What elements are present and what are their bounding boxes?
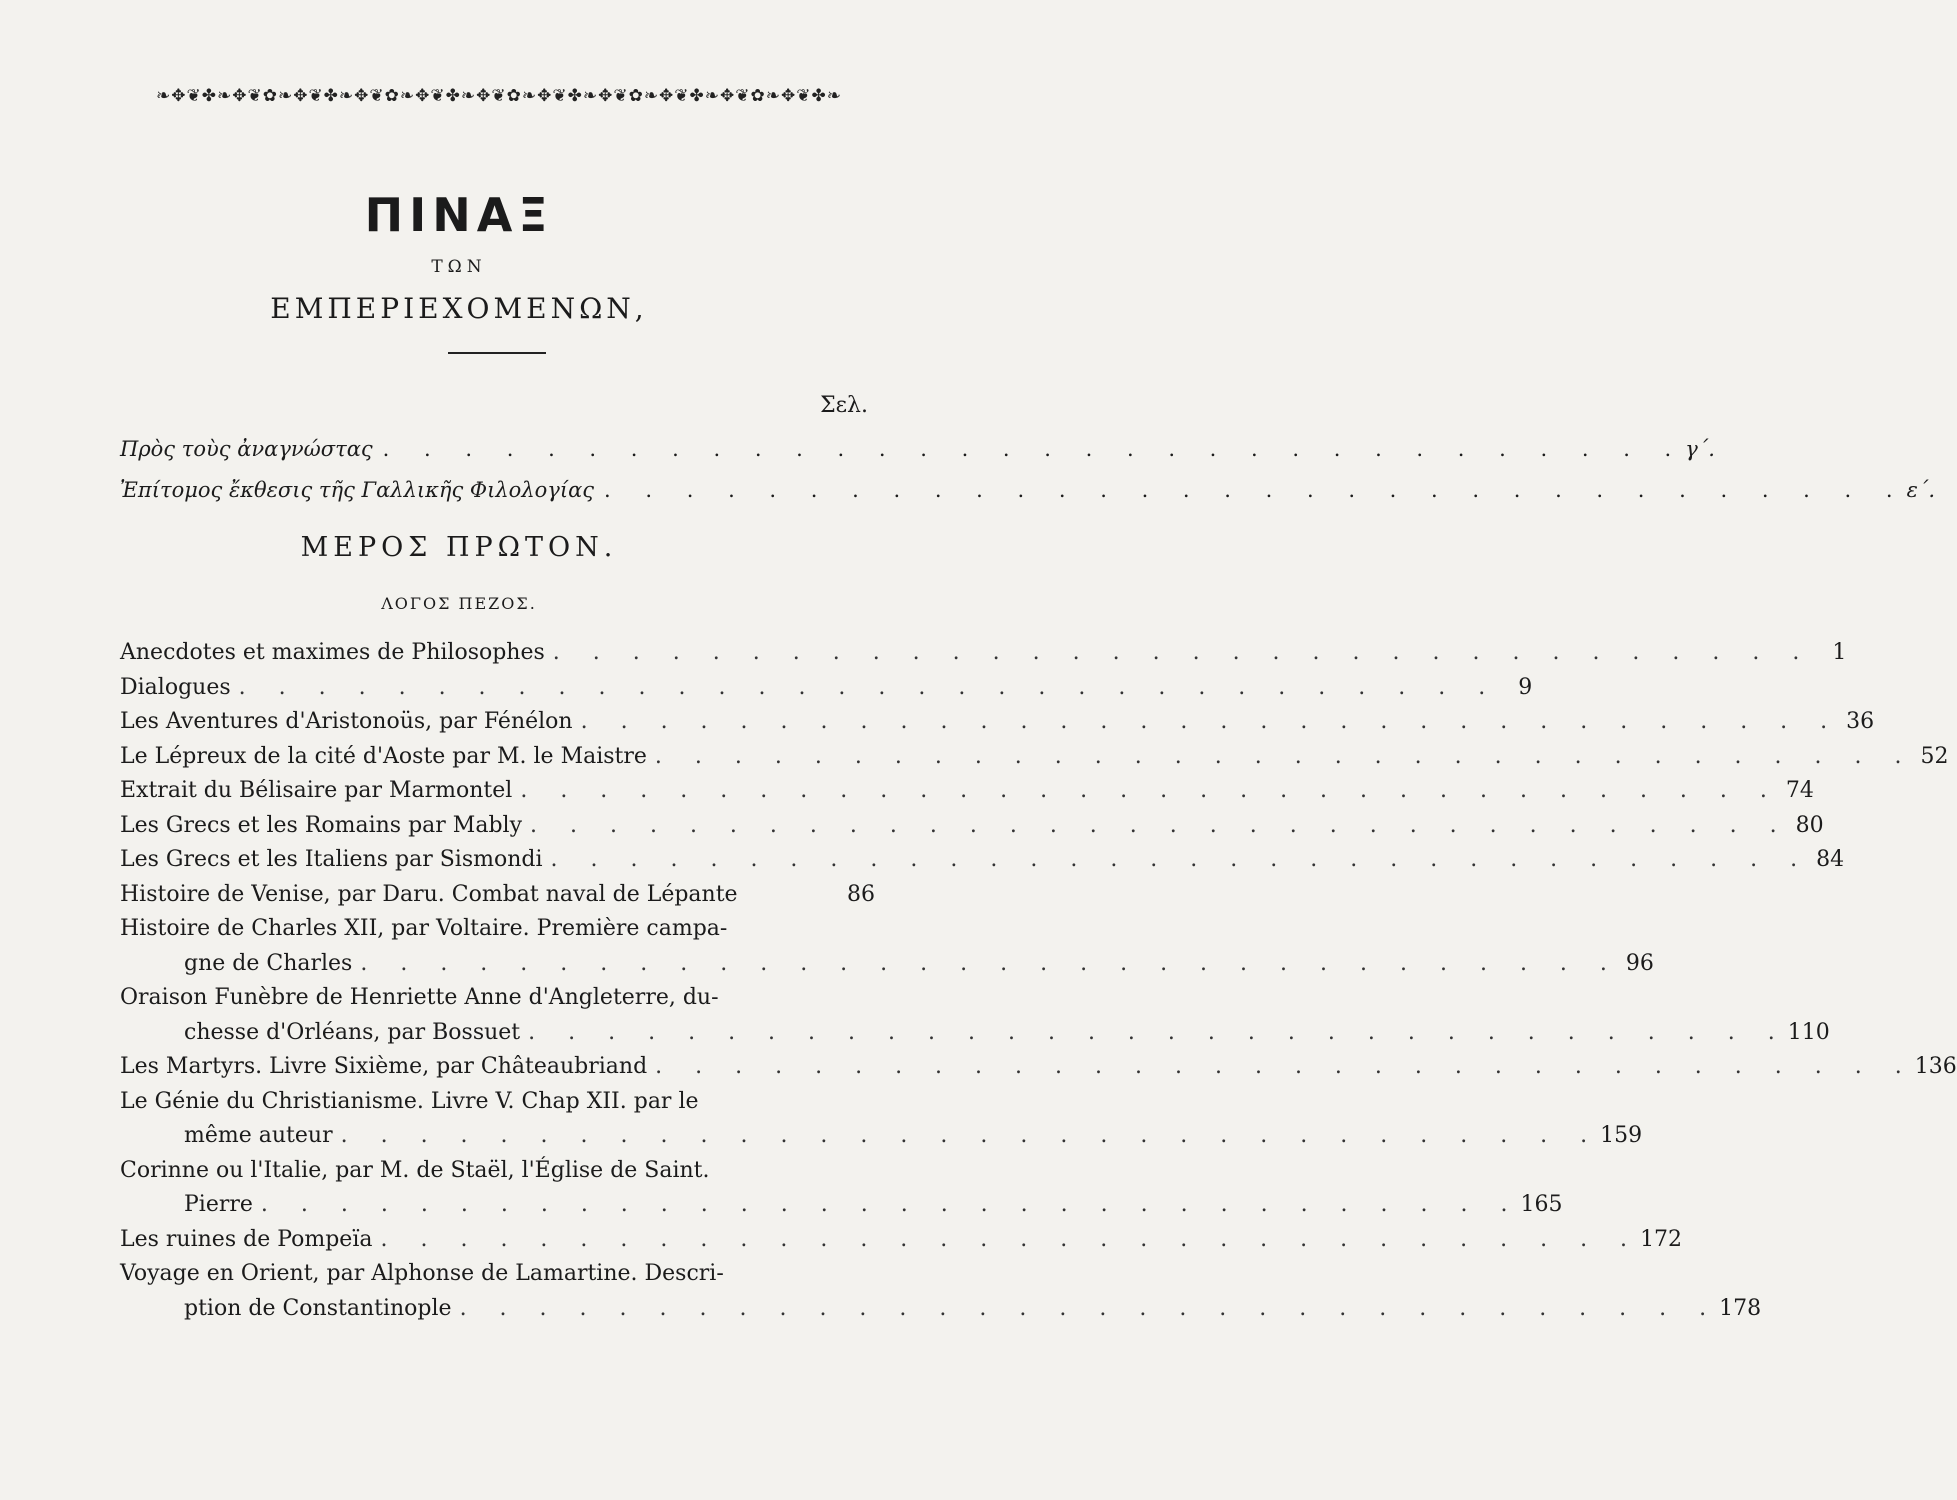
- dot-leader: . . . . . . . . . . . . . . . . . . . . . . . . . . . . . . . .: [654, 743, 1915, 769]
- dot-leader: . . . . . . . . . . . . . . . . . . . . . . . . . . . . . . . .: [380, 1226, 1641, 1252]
- entry-title: Extrait du Bélisaire par Marmontel: [120, 778, 513, 803]
- toc-entry: [120, 912, 1654, 981]
- entry-page: ε΄.: [1906, 478, 1936, 502]
- dot-leader: . . . . . . . . . . . . . . . . . . . . . . . . . . . . . . . .: [459, 1295, 1720, 1321]
- dot-leader: . . . . . . . . . . . . . . . . . . . . . . . . . . . . . . . .: [655, 1054, 1915, 1079]
- entry-page: 1: [1832, 640, 1847, 665]
- prefatory-entry: [120, 437, 1715, 461]
- entry-title-line-2: chesse d'Orléans, par Bossuet: [184, 1019, 521, 1045]
- toc-entry: [120, 1085, 1643, 1154]
- entry-title: Les Grecs et les Italiens par Sismondi: [120, 847, 543, 872]
- dot-leader: . . . . . . . . . . . . . . . . . . . . . . . . . . . . . . . .: [382, 437, 1686, 461]
- dot-leader: . . . . . . . . . . . . . . . . . . . . . . . . . . . . . . . .: [530, 812, 1790, 838]
- toc-entry: [120, 705, 1875, 740]
- entry-page: 86: [847, 881, 875, 907]
- section-heading: ΛΟΓΟΣ ΠΕΖΟΣ.: [381, 594, 537, 613]
- table-of-contents: [120, 636, 1957, 1326]
- entry-title: Les Aventures d'Aristonoüs, par Fénélon: [120, 709, 573, 734]
- contents-heading: ΕΜΠΕΡΙΕΧΟΜΕΝΩΝ,: [270, 292, 648, 325]
- entry-page: 159: [1600, 1123, 1643, 1148]
- entry-title: Les Martyrs. Livre Sixième, par Châteaubriand: [120, 1054, 648, 1079]
- dot-leader: . . . . . . . . . . . . . . . . . . . . . . . . . . . . . . . .: [520, 778, 1780, 803]
- toc-entry: [120, 774, 1814, 809]
- divider: [448, 352, 546, 354]
- toc-entry: [120, 981, 1830, 1050]
- page-title: ΠΙΝΑΞ: [364, 188, 554, 242]
- entry-page: 172: [1640, 1226, 1683, 1252]
- page-column-label: Σελ.: [820, 393, 868, 418]
- toc-entry: [120, 843, 1845, 878]
- dot-leader: . . . . . . . . . . . . . . . . . . . . . . . . . . . . . . . .: [528, 1019, 1788, 1045]
- entry-title-line-2: gne de Charles: [184, 950, 353, 976]
- entry-page: 80: [1795, 812, 1824, 838]
- entry-title: Dialogues: [120, 674, 231, 700]
- entry-page: 52: [1920, 743, 1949, 769]
- entry-page: 165: [1520, 1192, 1563, 1217]
- ornamental-border: ❧✥❦✤❧✥❦✿❧✥❦✤❧✥❦✿❧✥❦✤❧✥❦✿❧✥❦✤❧✥❦✿❧✥❦✤❧✥❦✿❧✥❦✤❧: [156, 86, 842, 106]
- toc-entry: [120, 809, 1824, 844]
- entry-title-line-1: Histoire de Charles XII, par Voltaire. Première campa-: [120, 916, 728, 941]
- dot-leader: . . . . . . . . . . . . . . . . . . . . . . . . . . . . . . . .: [260, 1192, 1521, 1217]
- toc-entry: [120, 878, 875, 913]
- entry-title: Πρὸς τοὺς ἀναγνώστας: [120, 437, 373, 461]
- entry-title: Les Grecs et les Romains par Mably: [120, 812, 522, 838]
- dot-leader: . . . . . . . . . . . . . . . . . . . . . . . . . . . . . . . .: [340, 1123, 1601, 1148]
- entry-page: 9: [1518, 674, 1533, 700]
- entry-title: Ἐπίτομος ἔκθεσις τῆς Γαλλικῆς Φιλολογίας: [120, 478, 595, 502]
- entry-title-line-2: Pierre: [184, 1192, 253, 1217]
- entry-title: Le Lépreux de la cité d'Aoste par M. le Maistre: [120, 743, 647, 769]
- dot-leader: . . . . . . . . . . . . . . . . . . . . . . . . . . . . . . . .: [550, 847, 1811, 872]
- part-heading: ΜΕΡΟΣ ΠΡΩΤΟΝ.: [300, 532, 618, 563]
- entry-title: Les ruines de Pompeïa: [120, 1226, 373, 1252]
- entry-page: 136: [1914, 1054, 1957, 1079]
- title-article: ΤΩΝ: [431, 257, 487, 277]
- dot-leader: . . . . . . . . . . . . . . . . . . . . . . . . . . . . . . . .: [580, 709, 1841, 734]
- entry-page: 84: [1816, 847, 1845, 872]
- entry-title-line-1: Oraison Funèbre de Henriette Anne d'Angleterre, du-: [120, 985, 719, 1010]
- toc-entry: [120, 740, 1949, 775]
- entry-page: 96: [1625, 950, 1654, 976]
- dot-leader: . . . . . . . . . . . . . . . . . . . . . . . . . . . . . . . .: [552, 640, 1813, 665]
- entry-title-line-1: Le Génie du Christianisme. Livre V. Chap XII. par le: [120, 1088, 699, 1114]
- entry-title-line-1: Voyage en Orient, par Alphonse de Lamartine. Descri-: [120, 1261, 724, 1286]
- entry-title: Anecdotes et maximes de Philosophes: [120, 640, 545, 665]
- toc-entry: [120, 1257, 1762, 1326]
- entry-title-line-1: Corinne ou l'Italie, par M. de Staël, l'Église de Saint.: [120, 1157, 710, 1183]
- dot-leader: . . . . . . . . . . . . . . . . . . . . . . . . . . . . . . . .: [360, 950, 1620, 976]
- entry-title-line-2: même auteur: [184, 1123, 333, 1148]
- entry-page: 178: [1719, 1295, 1762, 1321]
- toc-entry: [120, 1223, 1683, 1258]
- toc-entry: [120, 1154, 1563, 1223]
- dot-leader: . . . . . . . . . . . . . . . . . . . . . . . . . . . . . . . .: [604, 478, 1907, 502]
- entry-title-line-2: ption de Constantinople: [184, 1295, 452, 1321]
- entry-title: Histoire de Venise, par Daru. Combat naval de Lépante: [120, 881, 738, 907]
- entry-page: 36: [1846, 709, 1875, 734]
- entry-page: 74: [1785, 778, 1814, 803]
- toc-entry: [120, 636, 1847, 671]
- toc-entry: [120, 671, 1533, 706]
- dot-leader: . . . . . . . . . . . . . . . . . . . . . . . . . . . . . . . .: [238, 674, 1499, 700]
- entry-page: 110: [1787, 1019, 1830, 1045]
- prefatory-entry: [120, 478, 1936, 502]
- entry-page: γ΄.: [1685, 437, 1715, 461]
- toc-entry: [120, 1050, 1957, 1085]
